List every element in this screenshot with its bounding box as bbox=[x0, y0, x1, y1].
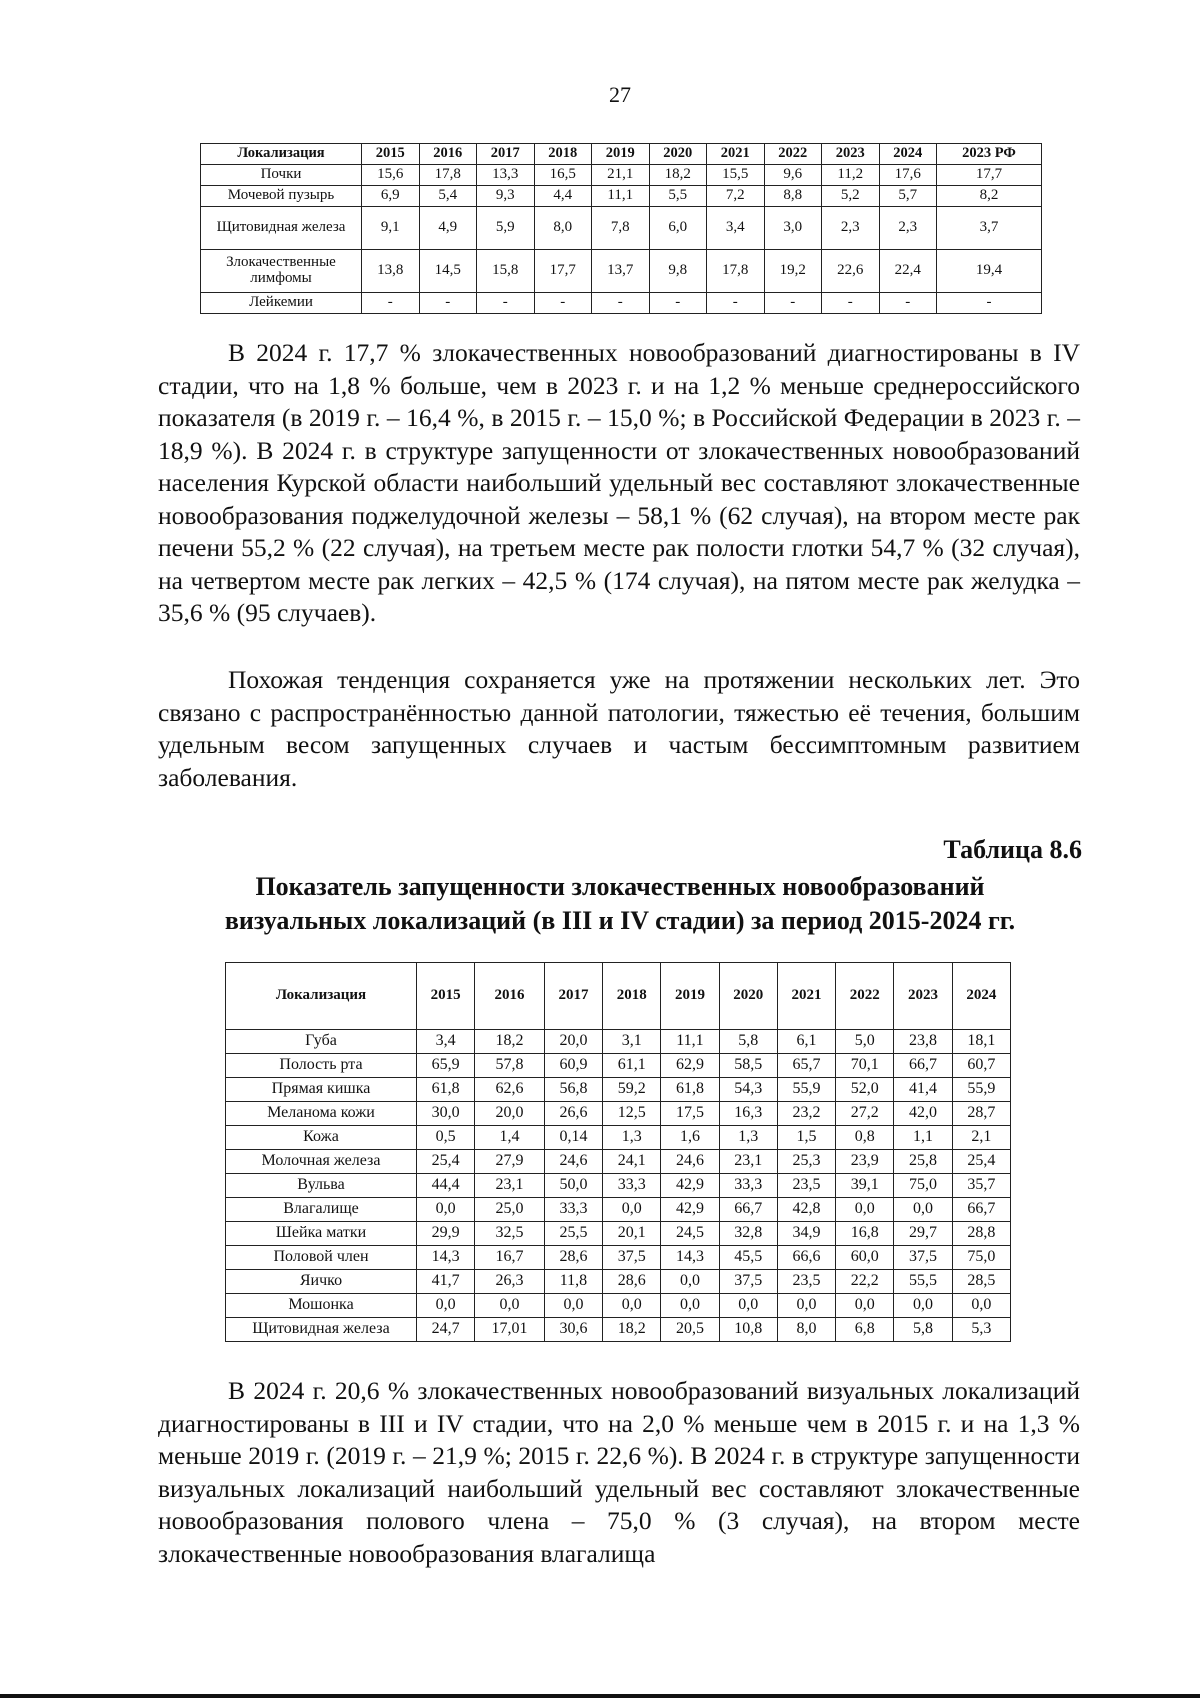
table-cell: 1,6 bbox=[661, 1126, 719, 1150]
table-cell: 15,6 bbox=[362, 165, 420, 186]
table-cell: 21,1 bbox=[592, 165, 650, 186]
column-header-year: 2024 bbox=[952, 963, 1010, 1030]
table-cell: 5,5 bbox=[649, 186, 707, 207]
table-cell: 5,7 bbox=[879, 186, 937, 207]
table-cell: 28,6 bbox=[544, 1246, 602, 1270]
table-cell: 9,1 bbox=[362, 207, 420, 250]
paragraph-stage-iv-2024: В 2024 г. 17,7 % злокачественных новообразований диагностированы в IV стадии, что на 1,8 % больше, чем в 2023 г. и на 1,2 % меньше среднероссийского показателя (в 2019 г. – 16,4 %, в 2015 г. – 15,0 %; в Российской Федерации в 2023 г. – 18,9 %). В 2024 г. в структуре запущенности от злокачественных новообразований населения Курской области наибольший удельный вес составляют злокачественные новообразования поджелудочной железы – 58,1 % (62 случая), на втором месте рак печени 55,2 % (22 случая), на третьем месте рак полости глотки 54,7 % (32 случая), на четвертом месте рак легких – 42,5 % (174 случая), на пятом месте рак желудка – 35,6 % (95 случаев). bbox=[158, 338, 1080, 627]
table-cell: 35,7 bbox=[952, 1174, 1010, 1198]
table-cell: 0,14 bbox=[544, 1126, 602, 1150]
row-label: Половой член bbox=[226, 1246, 417, 1270]
table-cell: 8,8 bbox=[764, 186, 822, 207]
table-cell: 55,9 bbox=[777, 1078, 835, 1102]
table-cancer-stage-iv-by-localization bbox=[200, 143, 1042, 314]
table-cell: 23,8 bbox=[894, 1030, 952, 1054]
row-label: Почки bbox=[201, 165, 362, 186]
table-cell: 23,1 bbox=[719, 1150, 777, 1174]
table-cell: 24,5 bbox=[661, 1222, 719, 1246]
table-cell: 61,1 bbox=[603, 1054, 661, 1078]
table-row bbox=[226, 1174, 1011, 1198]
table-cell: 3,1 bbox=[603, 1030, 661, 1054]
table-cell: 29,9 bbox=[417, 1222, 475, 1246]
table-row bbox=[226, 1054, 1011, 1078]
table-cell: 6,9 bbox=[362, 186, 420, 207]
table-cell: 61,8 bbox=[661, 1078, 719, 1102]
column-header-year: 2022 bbox=[836, 963, 894, 1030]
table-cell: 75,0 bbox=[894, 1174, 952, 1198]
table-row bbox=[226, 1294, 1011, 1318]
column-header-year: 2022 bbox=[764, 144, 822, 165]
table-cell: 65,7 bbox=[777, 1054, 835, 1078]
table-cell: 25,4 bbox=[952, 1150, 1010, 1174]
table-cell: 62,6 bbox=[475, 1078, 545, 1102]
table-cell: 30,0 bbox=[417, 1102, 475, 1126]
table-cell: 44,4 bbox=[417, 1174, 475, 1198]
table-cell: 70,1 bbox=[836, 1054, 894, 1078]
row-label: Лейкемии bbox=[201, 293, 362, 314]
table-row bbox=[226, 1270, 1011, 1294]
table-cell: 37,5 bbox=[719, 1270, 777, 1294]
row-label: Мочевой пузырь bbox=[201, 186, 362, 207]
table-cell: 17,7 bbox=[937, 165, 1042, 186]
table-cell: 25,3 bbox=[777, 1150, 835, 1174]
table-cell: 37,5 bbox=[894, 1246, 952, 1270]
table-cell: 16,8 bbox=[836, 1222, 894, 1246]
column-header-year: 2023 bbox=[822, 144, 880, 165]
table-cell: 1,4 bbox=[475, 1126, 545, 1150]
table-cell: 55,9 bbox=[952, 1078, 1010, 1102]
table-cell: 28,6 bbox=[603, 1270, 661, 1294]
table-row bbox=[226, 1246, 1011, 1270]
table-cell: 27,2 bbox=[836, 1102, 894, 1126]
table-row bbox=[226, 1222, 1011, 1246]
table-cell: 0,0 bbox=[417, 1294, 475, 1318]
row-label: Губа bbox=[226, 1030, 417, 1054]
table-row bbox=[226, 1030, 1011, 1054]
table-cell: 0,0 bbox=[475, 1294, 545, 1318]
table-cell: 27,9 bbox=[475, 1150, 545, 1174]
table-cell: 29,7 bbox=[894, 1222, 952, 1246]
table-cell: 18,1 bbox=[952, 1030, 1010, 1054]
table-title bbox=[160, 870, 1080, 938]
table-cell: 50,0 bbox=[544, 1174, 602, 1198]
table-cell: 24,6 bbox=[661, 1150, 719, 1174]
paragraph-trend: Похожая тенденция сохраняется уже на протяжении нескольких лет. Это связано с распространённостью данной патологии, тяжестью её течения, большим удельным весом запущенных случаев и частым бессимптомным развитием заболевания. bbox=[158, 665, 1080, 792]
table-cell: 5,0 bbox=[836, 1030, 894, 1054]
table-cell: - bbox=[419, 293, 477, 314]
table-cell: 4,4 bbox=[534, 186, 592, 207]
table-cell: 16,7 bbox=[475, 1246, 545, 1270]
table-cell: - bbox=[764, 293, 822, 314]
table-cell: 42,8 bbox=[777, 1198, 835, 1222]
row-label: Щитовидная железа bbox=[201, 207, 362, 250]
table-cell: 33,3 bbox=[603, 1174, 661, 1198]
table-cell: 7,8 bbox=[592, 207, 650, 250]
row-label: Меланома кожи bbox=[226, 1102, 417, 1126]
table-cell: 8,0 bbox=[534, 207, 592, 250]
table-cell: 3,0 bbox=[764, 207, 822, 250]
table-cell: - bbox=[534, 293, 592, 314]
table-cell: 32,5 bbox=[475, 1222, 545, 1246]
table-cell: 5,4 bbox=[419, 186, 477, 207]
table-cell: 3,7 bbox=[937, 207, 1042, 250]
table-row bbox=[201, 165, 1042, 186]
table-cell: 13,3 bbox=[477, 165, 535, 186]
table-cell: 23,2 bbox=[777, 1102, 835, 1126]
column-header-year: 2017 bbox=[544, 963, 602, 1030]
column-header-year: 2015 bbox=[417, 963, 475, 1030]
table-cell: 13,8 bbox=[362, 250, 420, 293]
column-header-year: 2015 bbox=[362, 144, 420, 165]
table-cell: 0,0 bbox=[836, 1294, 894, 1318]
table-cell: 11,8 bbox=[544, 1270, 602, 1294]
table-cell: 12,5 bbox=[603, 1102, 661, 1126]
table-cell: - bbox=[649, 293, 707, 314]
table-cell: 15,8 bbox=[477, 250, 535, 293]
table-cell: 22,2 bbox=[836, 1270, 894, 1294]
table-cell: 28,8 bbox=[952, 1222, 1010, 1246]
table-row bbox=[201, 207, 1042, 250]
column-header-year: 2018 bbox=[603, 963, 661, 1030]
table-cell: 42,9 bbox=[661, 1174, 719, 1198]
column-header-year: 2017 bbox=[477, 144, 535, 165]
row-label: Злокачественные лимфомы bbox=[201, 250, 362, 293]
column-header-localization: Локализация bbox=[226, 963, 417, 1030]
table-cell: 32,8 bbox=[719, 1222, 777, 1246]
table-cell: 22,6 bbox=[822, 250, 880, 293]
table-title-line-1: Показатель запущенности злокачественных новообразований bbox=[255, 872, 985, 901]
column-header-year: 2021 bbox=[777, 963, 835, 1030]
page-number: 27 bbox=[609, 82, 631, 107]
paragraph-visual-2024: В 2024 г. 20,6 % злокачественных новообразований визуальных локализаций диагностированы в III и IV стадии, что на 2,0 % меньше чем в 2015 г. и на 1,3 % меньше 2019 г. (2019 г. – 21,9 %; 2015 г. 22,6 %). В 2024 г. в структуре запущенности визуальных локализаций наибольший удельный вес составляют злокачественные новообразования полового члена – 75,0 % (3 случая), на втором месте злокачественные новообразования влагалища bbox=[158, 1376, 1080, 1568]
table-cell: 62,9 bbox=[661, 1054, 719, 1078]
table-cell: - bbox=[822, 293, 880, 314]
table-title-line-2: визуальных локализаций (в III и IV стадии) за период 2015-2024 гг. bbox=[224, 906, 1016, 935]
table-cell: 37,5 bbox=[603, 1246, 661, 1270]
table-cell: 25,0 bbox=[475, 1198, 545, 1222]
table-cell: 5,8 bbox=[894, 1318, 952, 1342]
table-cell: 25,4 bbox=[417, 1150, 475, 1174]
column-header-year: 2020 bbox=[649, 144, 707, 165]
table-cell: 5,9 bbox=[477, 207, 535, 250]
table-header-row bbox=[226, 963, 1011, 1030]
table-cell: 60,9 bbox=[544, 1054, 602, 1078]
table-cell: 60,0 bbox=[836, 1246, 894, 1270]
row-label: Прямая кишка bbox=[226, 1078, 417, 1102]
table-row bbox=[226, 1198, 1011, 1222]
table-cell: 6,0 bbox=[649, 207, 707, 250]
table-cell: 1,1 bbox=[894, 1126, 952, 1150]
table-cell: 20,5 bbox=[661, 1318, 719, 1342]
table-cell: 41,4 bbox=[894, 1078, 952, 1102]
table-cell: 13,7 bbox=[592, 250, 650, 293]
table-cell: 0,0 bbox=[544, 1294, 602, 1318]
table-cell: 15,5 bbox=[707, 165, 765, 186]
table-cell: - bbox=[707, 293, 765, 314]
table-cell: 56,8 bbox=[544, 1078, 602, 1102]
table-cell: 8,0 bbox=[777, 1318, 835, 1342]
table-cell: 26,6 bbox=[544, 1102, 602, 1126]
table-cell: 0,0 bbox=[417, 1198, 475, 1222]
table-cell: 3,4 bbox=[707, 207, 765, 250]
row-label: Кожа bbox=[226, 1126, 417, 1150]
column-header-year: 2019 bbox=[661, 963, 719, 1030]
table-cell: 66,6 bbox=[777, 1246, 835, 1270]
table-cell: - bbox=[362, 293, 420, 314]
table-cell: 9,6 bbox=[764, 165, 822, 186]
column-header-year: 2016 bbox=[475, 963, 545, 1030]
table-cell: 5,2 bbox=[822, 186, 880, 207]
table-cell: 28,5 bbox=[952, 1270, 1010, 1294]
table-cell: 24,6 bbox=[544, 1150, 602, 1174]
table-cell: 14,3 bbox=[417, 1246, 475, 1270]
table-cell: 5,3 bbox=[952, 1318, 1010, 1342]
table-cell: 23,5 bbox=[777, 1270, 835, 1294]
table-cell: 58,5 bbox=[719, 1054, 777, 1078]
table-cell: 7,2 bbox=[707, 186, 765, 207]
table-cell: 20,1 bbox=[603, 1222, 661, 1246]
table-cell: 52,0 bbox=[836, 1078, 894, 1102]
table-cell: 66,7 bbox=[894, 1054, 952, 1078]
table-cell: 9,3 bbox=[477, 186, 535, 207]
table-cell: 34,9 bbox=[777, 1222, 835, 1246]
table-cell: 39,1 bbox=[836, 1174, 894, 1198]
table-cell: 8,2 bbox=[937, 186, 1042, 207]
table-cell: - bbox=[937, 293, 1042, 314]
table-cell: 2,3 bbox=[822, 207, 880, 250]
table-row bbox=[226, 1150, 1011, 1174]
table-cell: 25,5 bbox=[544, 1222, 602, 1246]
table-row bbox=[201, 250, 1042, 293]
table-cell: 0,5 bbox=[417, 1126, 475, 1150]
table-cell: 30,6 bbox=[544, 1318, 602, 1342]
table-cell: 20,0 bbox=[544, 1030, 602, 1054]
table-cell: 1,5 bbox=[777, 1126, 835, 1150]
table-cell: 1,3 bbox=[603, 1126, 661, 1150]
table-cell: 0,0 bbox=[894, 1198, 952, 1222]
column-header-year: 2023 bbox=[894, 963, 952, 1030]
column-header-year: 2018 bbox=[534, 144, 592, 165]
table-cell: 16,3 bbox=[719, 1102, 777, 1126]
table-cell: 45,5 bbox=[719, 1246, 777, 1270]
table-cell: 54,3 bbox=[719, 1078, 777, 1102]
table-cell: 60,7 bbox=[952, 1054, 1010, 1078]
table-cell: 0,0 bbox=[836, 1198, 894, 1222]
table-cell: 18,2 bbox=[475, 1030, 545, 1054]
table-row bbox=[226, 1318, 1011, 1342]
table-cell: 11,1 bbox=[592, 186, 650, 207]
table-cell: 0,8 bbox=[836, 1126, 894, 1150]
column-header-localization: Локализация bbox=[201, 144, 362, 165]
column-header-year: 2023 РФ bbox=[937, 144, 1042, 165]
table-cell: 18,2 bbox=[603, 1318, 661, 1342]
table-cell: 61,8 bbox=[417, 1078, 475, 1102]
table-cell: 0,0 bbox=[719, 1294, 777, 1318]
table-cell: 41,7 bbox=[417, 1270, 475, 1294]
table-cell: 2,1 bbox=[952, 1126, 1010, 1150]
table-header-row bbox=[201, 144, 1042, 165]
table-cell: 0,0 bbox=[777, 1294, 835, 1318]
table-cell: 19,2 bbox=[764, 250, 822, 293]
table-cell: 33,3 bbox=[719, 1174, 777, 1198]
table-cell: 75,0 bbox=[952, 1246, 1010, 1270]
table-cell: 3,4 bbox=[417, 1030, 475, 1054]
table-cell: 28,7 bbox=[952, 1102, 1010, 1126]
table-cell: 14,3 bbox=[661, 1246, 719, 1270]
page-bottom-border bbox=[0, 1694, 1200, 1698]
table-cell: - bbox=[477, 293, 535, 314]
table-cell: 57,8 bbox=[475, 1054, 545, 1078]
table-cell: 24,1 bbox=[603, 1150, 661, 1174]
table-cell: 22,4 bbox=[879, 250, 937, 293]
table-cell: 59,2 bbox=[603, 1078, 661, 1102]
table-cell: 4,9 bbox=[419, 207, 477, 250]
table-cell: 0,0 bbox=[894, 1294, 952, 1318]
column-header-year: 2020 bbox=[719, 963, 777, 1030]
column-header-year: 2024 bbox=[879, 144, 937, 165]
table-row bbox=[201, 186, 1042, 207]
table-cell: 17,6 bbox=[879, 165, 937, 186]
table-cell: 0,0 bbox=[661, 1270, 719, 1294]
table-cell: 55,5 bbox=[894, 1270, 952, 1294]
table-cell: 20,0 bbox=[475, 1102, 545, 1126]
table-visual-localizations-neglect bbox=[225, 962, 1011, 1342]
row-label: Молочная железа bbox=[226, 1150, 417, 1174]
table-cell: 17,8 bbox=[419, 165, 477, 186]
table-row bbox=[226, 1126, 1011, 1150]
table-cell: 66,7 bbox=[952, 1198, 1010, 1222]
table-cell: 23,1 bbox=[475, 1174, 545, 1198]
row-label: Влагалище bbox=[226, 1198, 417, 1222]
table-cell: 2,3 bbox=[879, 207, 937, 250]
table-cell: - bbox=[879, 293, 937, 314]
row-label: Вульва bbox=[226, 1174, 417, 1198]
table-caption: Таблица 8.6 bbox=[943, 835, 1082, 864]
table-cell: 42,9 bbox=[661, 1198, 719, 1222]
table-cell: 17,01 bbox=[475, 1318, 545, 1342]
row-label: Мошонка bbox=[226, 1294, 417, 1318]
table-cell: 10,8 bbox=[719, 1318, 777, 1342]
table-cell: 17,7 bbox=[534, 250, 592, 293]
table-cell: 0,0 bbox=[603, 1294, 661, 1318]
table-cell: 6,1 bbox=[777, 1030, 835, 1054]
table-cell: 0,0 bbox=[952, 1294, 1010, 1318]
table-cell: - bbox=[592, 293, 650, 314]
column-header-year: 2021 bbox=[707, 144, 765, 165]
table-row bbox=[201, 293, 1042, 314]
table-row bbox=[226, 1102, 1011, 1126]
table-cell: 24,7 bbox=[417, 1318, 475, 1342]
table-cell: 42,0 bbox=[894, 1102, 952, 1126]
table-cell: 17,8 bbox=[707, 250, 765, 293]
table-cell: 11,1 bbox=[661, 1030, 719, 1054]
column-header-year: 2019 bbox=[592, 144, 650, 165]
table-cell: 6,8 bbox=[836, 1318, 894, 1342]
table-cell: 9,8 bbox=[649, 250, 707, 293]
table-cell: 14,5 bbox=[419, 250, 477, 293]
row-label: Щитовидная железа bbox=[226, 1318, 417, 1342]
row-label: Шейка матки bbox=[226, 1222, 417, 1246]
table-cell: 33,3 bbox=[544, 1198, 602, 1222]
table-cell: 17,5 bbox=[661, 1102, 719, 1126]
table-cell: 5,8 bbox=[719, 1030, 777, 1054]
table-cell: 16,5 bbox=[534, 165, 592, 186]
table-cell: 0,0 bbox=[661, 1294, 719, 1318]
table-cell: 0,0 bbox=[603, 1198, 661, 1222]
table-cell: 18,2 bbox=[649, 165, 707, 186]
table-cell: 26,3 bbox=[475, 1270, 545, 1294]
table-row bbox=[226, 1078, 1011, 1102]
table-cell: 11,2 bbox=[822, 165, 880, 186]
table-cell: 23,9 bbox=[836, 1150, 894, 1174]
table-cell: 1,3 bbox=[719, 1126, 777, 1150]
table-cell: 23,5 bbox=[777, 1174, 835, 1198]
table-cell: 19,4 bbox=[937, 250, 1042, 293]
column-header-year: 2016 bbox=[419, 144, 477, 165]
row-label: Яичко bbox=[226, 1270, 417, 1294]
row-label: Полость рта bbox=[226, 1054, 417, 1078]
table-cell: 25,8 bbox=[894, 1150, 952, 1174]
table-cell: 66,7 bbox=[719, 1198, 777, 1222]
table-cell: 65,9 bbox=[417, 1054, 475, 1078]
